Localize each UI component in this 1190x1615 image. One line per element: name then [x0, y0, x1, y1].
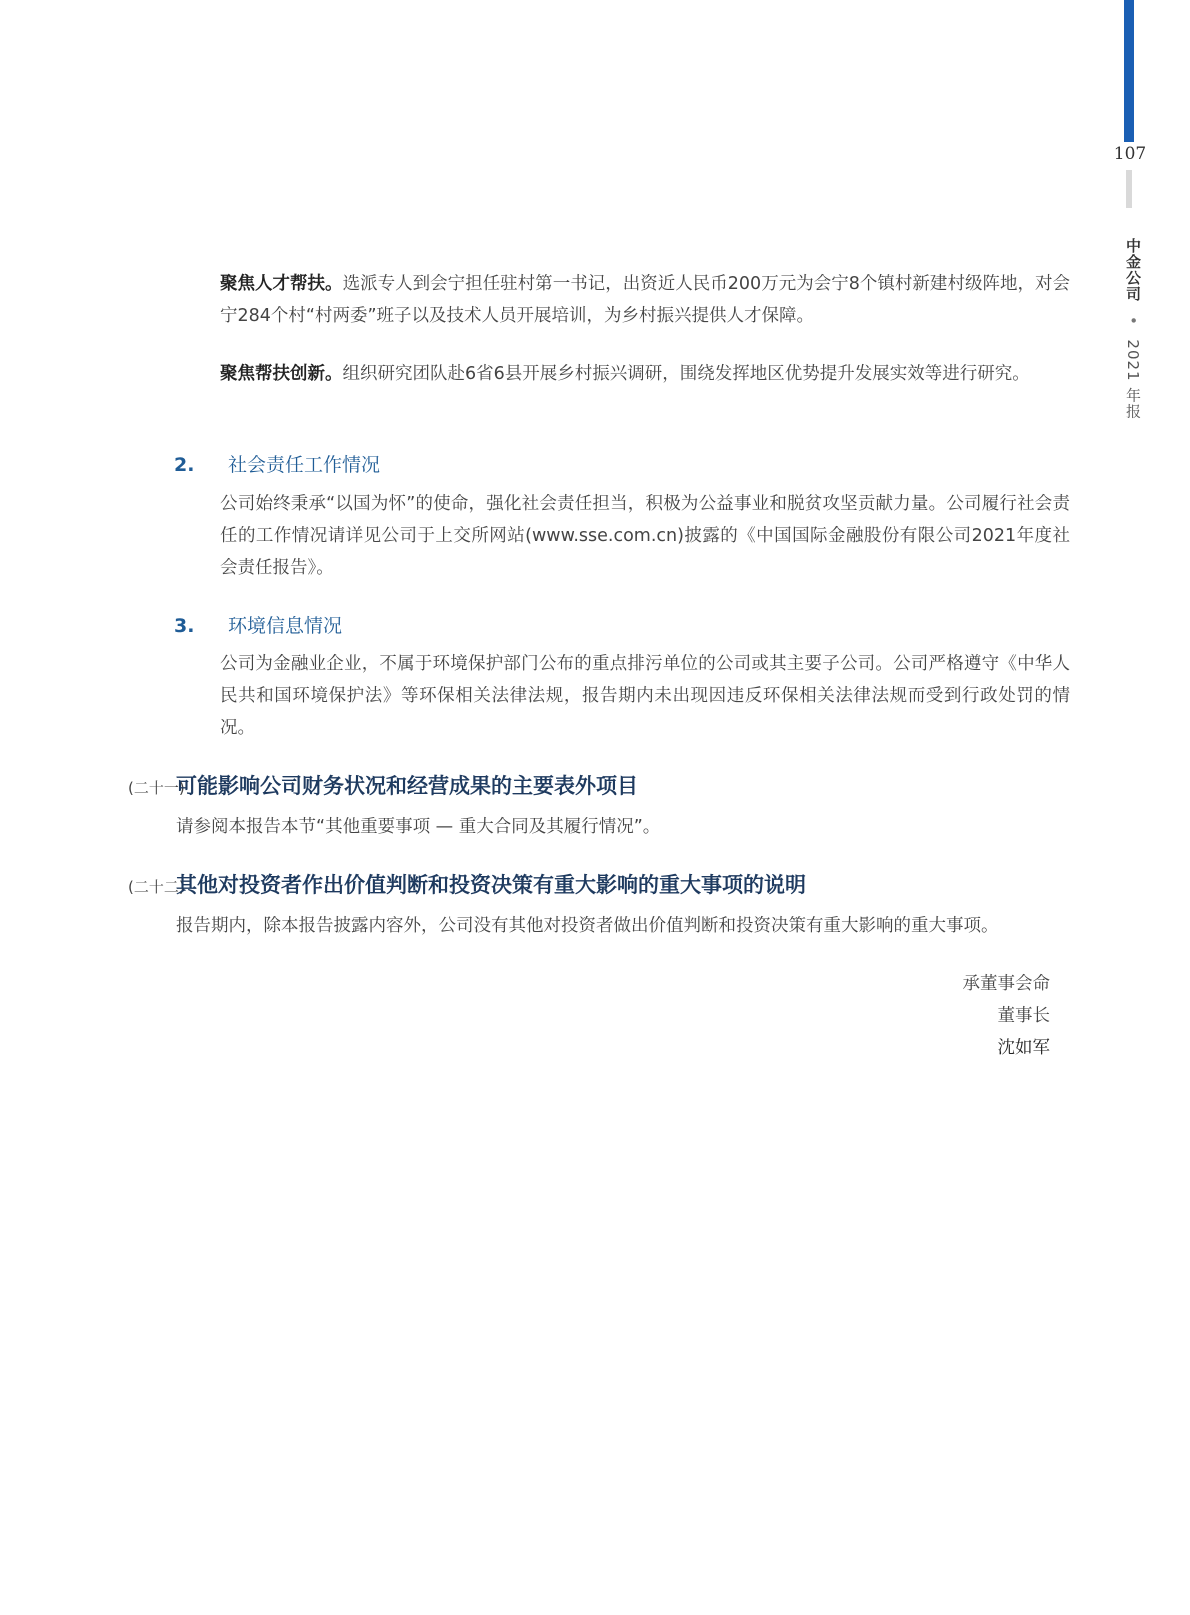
item-index: (二十一) — [128, 779, 185, 797]
side-accent-bar — [1124, 0, 1134, 142]
item-index: (二十二) — [128, 878, 185, 896]
section-heading-environment — [174, 611, 342, 638]
paragraph-talent-support — [220, 268, 1070, 332]
section-title: 社会责任工作情况 — [228, 454, 381, 476]
side-company-name: 中金公司 — [1124, 238, 1142, 302]
paragraph-support-innovation — [220, 358, 1070, 390]
paragraph-environment: 公司为金融业企业，不属于环境保护部门公布的重点排污单位的公司或其主要子公司。公司严格遵守《中华人民共和国环境保护法》等环保相关法律法规，报告期内未出现因违反环保相关法律法规而受到行政处罚的情况。 — [220, 654, 1070, 738]
item-body-other-matters: 报告期内，除本报告披露内容外，公司没有其他对投资者做出价值判断和投资决策有重大影响的重大事项。 — [176, 916, 999, 936]
section-number: 2. — [174, 454, 195, 476]
paragraph-body: 选派专人到会宁担任驻村第一书记，出资近人民币200万元为会宁8个镇村新建村级阵地，对会宁284个村“村两委”班子以及技术人员开展培训，为乡村振兴提供人才保障。 — [220, 274, 1070, 326]
side-separator-dot: • — [1124, 315, 1142, 326]
paragraph-lead: 聚焦人才帮扶。 — [220, 274, 343, 294]
section-number: 3. — [174, 615, 195, 637]
signature-by-order: 承董事会命 — [962, 974, 1050, 994]
side-report-year: 2021 年报 — [1124, 339, 1142, 420]
section-title: 环境信息情况 — [228, 615, 343, 637]
page-number: 107 — [1113, 144, 1147, 164]
item-heading-off-balance — [128, 770, 638, 800]
item-heading-other-matters — [128, 869, 806, 899]
paragraph-body: 组织研究团队赴6省6县开展乡村振兴调研，围绕发挥地区优势提升发展实效等进行研究。 — [342, 364, 1030, 384]
side-running-header — [1114, 238, 1144, 419]
paragraph-lead: 聚焦帮扶创新。 — [220, 364, 343, 384]
side-divider-bar — [1126, 170, 1132, 208]
signature-title: 董事长 — [997, 1006, 1050, 1026]
item-title: 其他对投资者作出价值判断和投资决策有重大影响的重大事项的说明 — [176, 873, 806, 897]
item-title: 可能影响公司财务状况和经营成果的主要表外项目 — [176, 774, 638, 798]
paragraph-social-responsibility: 公司始终秉承“以国为怀”的使命，强化社会责任担当，积极为公益事业和脱贫攻坚贡献力量。公司履行社会责任的工作情况请详见公司于上交所网站(www.sse.com.cn)披露的《中国国际金融股份有限公司2021年度社会责任报告》。 — [220, 494, 1070, 578]
signature-name: 沈如军 — [997, 1038, 1050, 1058]
section-heading-social-responsibility — [174, 450, 380, 477]
item-body-off-balance: 请参阅本报告本节“其他重要事项 — 重大合同及其履行情况”。 — [176, 817, 661, 837]
